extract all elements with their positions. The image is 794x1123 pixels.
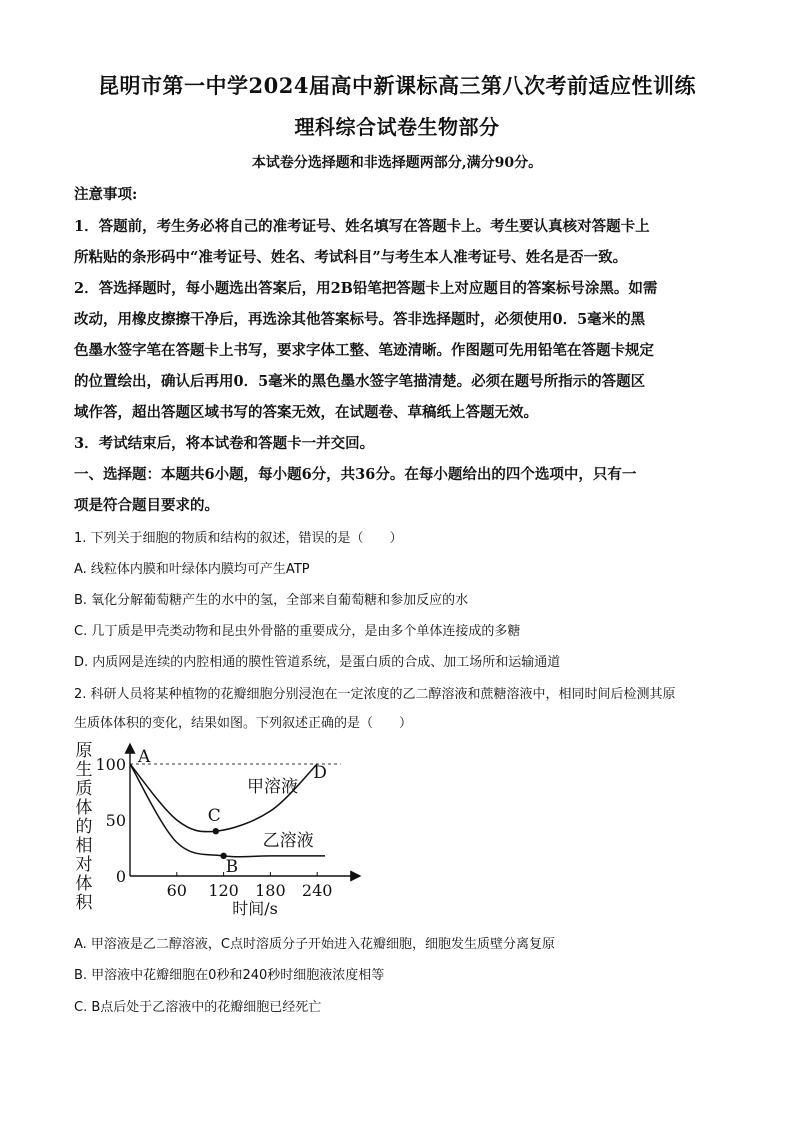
point-b-label: B — [225, 856, 239, 877]
y-axis-label-char: 质 — [75, 779, 93, 799]
x-tick-label: 60 — [166, 881, 187, 900]
page-subtitle: 理科综合试卷生物部分 — [294, 115, 500, 139]
question-2-stem: 2. 科研人员将某种植物的花瓣细胞分别浸泡在一定浓度的乙二醇溶液和蔗糖溶液中，相同时间后检测其原 — [74, 687, 676, 702]
point-a-label: A — [138, 747, 151, 767]
y-axis-label-char: 的 — [75, 817, 93, 837]
y-tick-label: 0 — [115, 867, 126, 886]
question-1-stem: 1. 下列关于细胞的物质和结构的叙述，错误的是（ ） — [74, 531, 403, 546]
x-tick-label: 240 — [301, 881, 333, 900]
protoplast-volume-chart — [70, 738, 370, 923]
section-heading: 一、选择题：本题共6小题，每小题6分，共36分。在每小题给出的四个选项中，只有一 — [74, 466, 637, 483]
y-axis-label-char: 对 — [75, 855, 93, 875]
question-2-stem-cont: 生质体体积的变化，结果如图。下列叙述正确的是（ ） — [74, 716, 413, 731]
notes-heading: 注意事项: — [74, 186, 138, 203]
x-tick-label: 120 — [208, 881, 239, 900]
series-jia-curve — [130, 764, 317, 832]
series-jia-label: 甲溶液 — [247, 777, 298, 797]
score-note: 本试卷分选择题和非选择题两部分,满分90分。 — [251, 155, 543, 171]
point-c-marker — [213, 828, 219, 834]
point-d-label: D — [313, 763, 327, 783]
note-line: 1．答题前，考生务必将自己的准考证号、姓名填写在答题卡上。考生要认真核对答题卡上 — [74, 218, 650, 235]
y-axis-label-char: 体 — [75, 798, 93, 818]
y-axis-label-char: 积 — [75, 893, 93, 913]
x-tick-label: 180 — [255, 881, 286, 900]
y-tick-label: 50 — [105, 811, 126, 830]
series-yi-label: 乙溶液 — [262, 830, 314, 851]
note-line: 的位置绘出，确认后再用0．5毫米的黑色墨水签字笔描清楚。必须在题号所指示的答题区 — [74, 373, 646, 390]
question-2-option-b: B. 甲溶液中花瓣细胞在0秒和240秒时细胞液浓度相等 — [74, 968, 385, 983]
note-line: 2．答选择题时，每小题选出答案后，用2B铅笔把答题卡上对应题目的答案标号涂黑。如需 — [74, 280, 658, 297]
point-c-label: C — [207, 806, 221, 827]
y-axis-label — [76, 741, 94, 913]
note-line: 3．考试结束后，将本试卷和答题卡一并交回。 — [74, 435, 375, 452]
note-line: 改动，用橡皮擦擦干净后，再选涂其他答案标号。答非选择题时，必须使用0．5毫米的黑 — [74, 311, 646, 328]
section-heading-cont: 项是符合题目要求的。 — [74, 497, 219, 514]
y-axis-label-char: 原 — [75, 741, 93, 761]
page-title: 昆明市第一中学2024届高中新课标高三第八次考前适应性训练 — [98, 73, 696, 98]
question-1-option-a: A. 线粒体内膜和叶绿体内膜均可产生ATP — [74, 562, 310, 577]
question-2-option-a: A. 甲溶液是乙二醇溶液，C点时溶质分子开始进入花瓣细胞，细胞发生质壁分离复原 — [74, 937, 556, 952]
note-line: 色墨水签字笔在答题卡上书写，要求字体工整、笔迹清晰。作图题可先用铅笔在答题卡规定 — [74, 342, 654, 359]
question-2-option-c: C. B点后处于乙溶液中的花瓣细胞已经死亡 — [74, 1000, 322, 1015]
y-axis-label-char: 体 — [75, 874, 93, 894]
y-tick-label: 100 — [95, 755, 126, 774]
x-axis-label: 时间/s — [232, 899, 278, 918]
question-1-option-d: D. 内质网是连续的内腔相通的膜性管道系统，是蛋白质的合成、加工场所和运输通道 — [74, 655, 561, 670]
note-line: 域作答，超出答题区域书写的答案无效，在试题卷、草稿纸上答题无效。 — [74, 404, 538, 421]
y-axis-label-char: 相 — [75, 836, 93, 856]
note-line: 所粘贴的条形码中“准考证号、姓名、考试科目”与考生本人准考证号、姓名是否一致。 — [74, 249, 628, 266]
question-1-option-c: C. 几丁质是甲壳类动物和昆虫外骨骼的重要成分，是由多个单体连接成的多糖 — [74, 624, 521, 639]
y-axis-label-char: 生 — [75, 760, 93, 780]
question-1-option-b: B. 氧化分解葡萄糖产生的水中的氢，全部来自葡萄糖和参加反应的水 — [74, 593, 469, 608]
